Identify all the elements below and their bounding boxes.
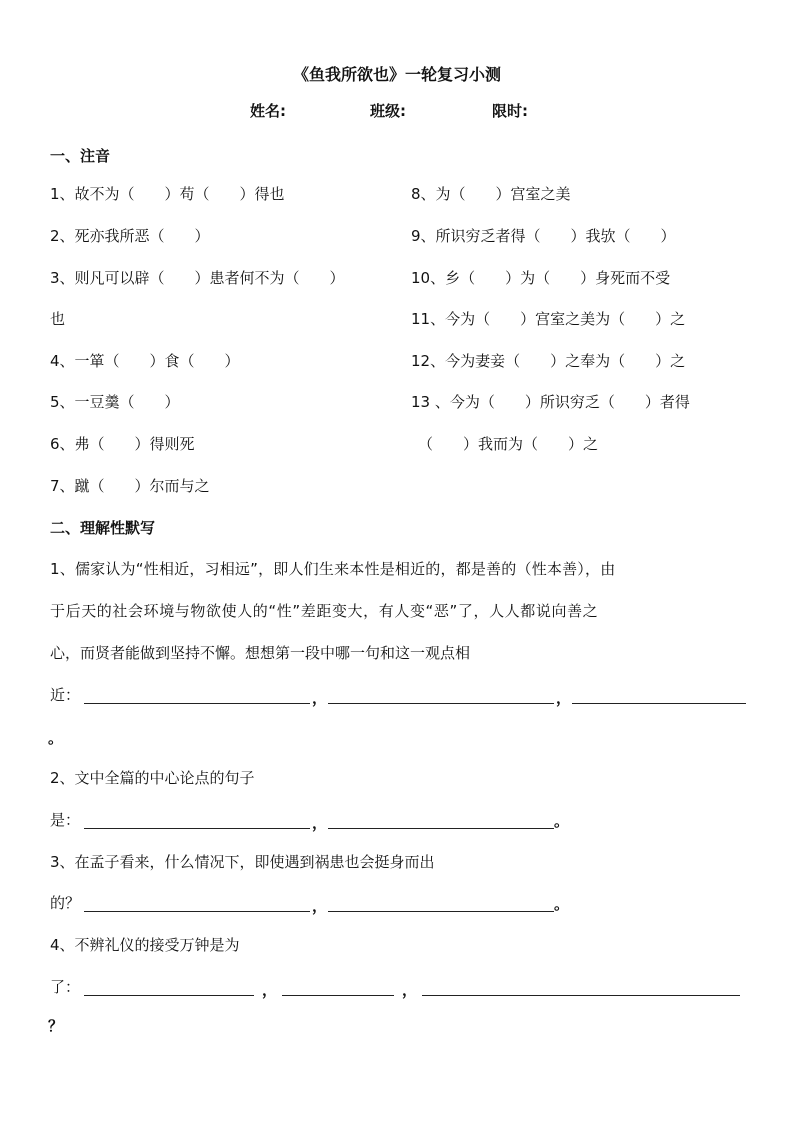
q3-comma: ，: [312, 897, 328, 915]
pinyin-item-4: 4、一箪（ ）食（ ）: [50, 352, 240, 370]
q2-text: 2、文中全篇的中心论点的句子: [50, 769, 255, 787]
pinyin-item-9: 9、所识穷乏者得（ ）我欤（ ）: [411, 227, 676, 245]
q4-answer-blank-3[interactable]: [422, 995, 740, 996]
q1-answer-blank-2[interactable]: [328, 703, 554, 704]
q1-answer-blank-3[interactable]: [572, 703, 746, 704]
q2-end-mark: 。: [554, 812, 570, 830]
q4-end-mark: ？: [48, 1017, 64, 1035]
section1-heading: 一、注音: [50, 147, 111, 165]
pinyin-item-5: 5、一豆羹（ ）: [50, 393, 180, 411]
pinyin-item-3: 3、则凡可以辟（ ）患者何不为（ ）: [50, 269, 345, 287]
q1-text-line1: 1、儒家认为“性相近，习相远”，即人们生来本性是相近的，都是善的（性本善），由: [50, 560, 616, 578]
q4-answer-blank-2[interactable]: [282, 995, 394, 996]
pinyin-item-1: 1、故不为（ ）苟（ ）得也: [50, 185, 285, 203]
q2-comma: ，: [312, 814, 328, 832]
name-label: 姓名:: [250, 102, 286, 120]
q4-comma-2: ，: [402, 981, 418, 999]
page-title: 《鱼我所欲也》一轮复习小测: [292, 65, 501, 84]
q2-answer-blank-2[interactable]: [328, 828, 554, 829]
pinyin-item-8: 8、为（ ）宫室之美: [411, 185, 571, 203]
q3-answer-blank-2[interactable]: [328, 911, 554, 912]
pinyin-item-6: 6、弗（ ）得则死: [50, 435, 195, 453]
q1-end-mark: 。: [48, 729, 64, 747]
q3-text: 3、在孟子看来，什么情况下，即使遇到祸患也会挺身而出: [50, 853, 435, 871]
q3-end-mark: 。: [554, 895, 570, 913]
q4-answer-prefix: 了：: [50, 978, 81, 996]
pinyin-item-2: 2、死亦我所恶（ ）: [50, 227, 210, 245]
time-limit-label: 限时:: [492, 102, 528, 120]
pinyin-item-12: 12、今为妻妾（ ）之奉为（ ）之: [411, 352, 686, 370]
q1-answer-prefix: 近：: [50, 686, 81, 704]
q3-answer-prefix: 的？: [50, 894, 81, 912]
q2-answer-blank-1[interactable]: [84, 828, 310, 829]
section2-heading: 二、理解性默写: [50, 519, 156, 537]
q4-answer-blank-1[interactable]: [84, 995, 254, 996]
pinyin-item-10: 10、乡（ ）为（ ）身死而不受: [411, 269, 671, 287]
q1-answer-blank-1[interactable]: [84, 703, 310, 704]
q1-comma-2: ，: [556, 689, 572, 707]
q4-text: 4、不辨礼仪的接受万钟是为: [50, 936, 240, 954]
pinyin-item-13: 13 、今为（ ）所识穷乏（ ）者得: [411, 393, 690, 411]
q2-answer-prefix: 是：: [50, 811, 81, 829]
pinyin-item-3-cont: 也: [50, 310, 66, 328]
q4-comma-1: ，: [262, 981, 278, 999]
q1-text-line2: 于后天的社会环境与物欲使人的“性”差距变大，有人变“恶”了，人人都说向善之: [50, 602, 599, 620]
pinyin-item-7: 7、蹴（ ）尔而与之: [50, 477, 210, 495]
q1-text-line3: 心，而贤者能做到坚持不懈。想想第一段中哪一句和这一观点相: [50, 644, 471, 662]
q3-answer-blank-1[interactable]: [84, 911, 310, 912]
pinyin-item-13-cont: （ ）我而为（ ）之: [418, 435, 599, 453]
class-label: 班级:: [370, 102, 406, 120]
q1-comma-1: ，: [312, 689, 328, 707]
pinyin-item-11: 11、今为（ ）宫室之美为（ ）之: [411, 310, 686, 328]
